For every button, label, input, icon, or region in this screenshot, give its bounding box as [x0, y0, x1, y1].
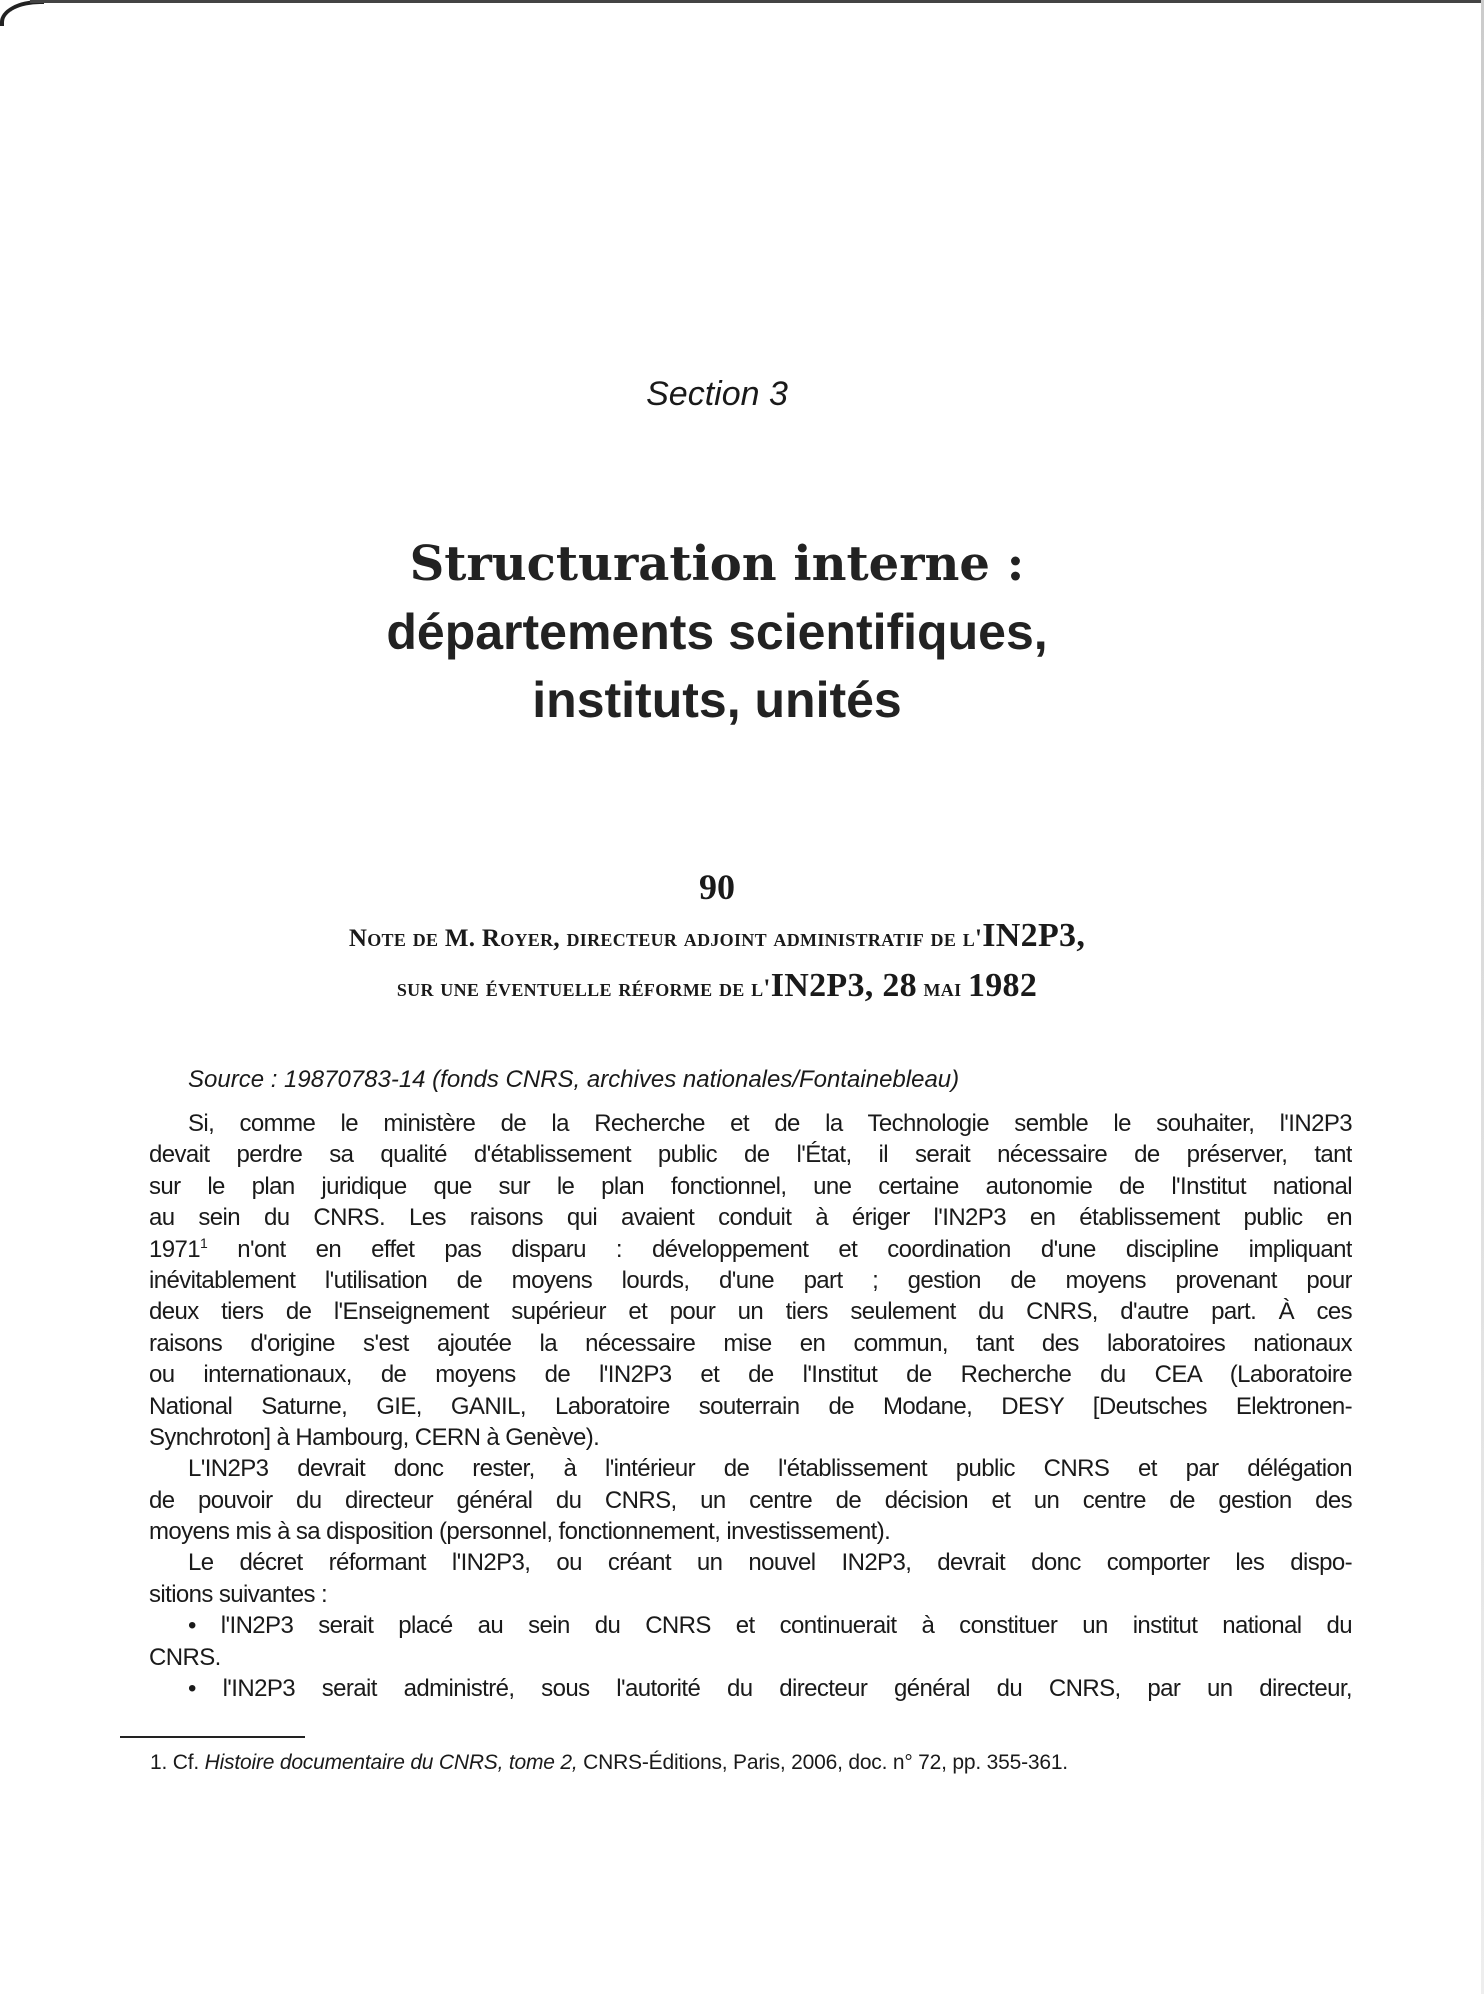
- chapter-title-line: instituts, unités: [532, 672, 902, 728]
- bullet-item: • l'IN2P3 serait administré, sous l'autorité du directeur général du CNRS, par un directeur,: [188, 1675, 1352, 1703]
- chapter-title-line: départements scientifiques,: [386, 604, 1048, 660]
- document-number: 90: [699, 867, 735, 907]
- year: 1971: [149, 1235, 200, 1263]
- body-line: L'IN2P3 devrait donc rester, à l'intérieur de l'établissement public CNRS et par délégation: [188, 1455, 1352, 1483]
- body-line: National Saturne, GIE, GANIL, Laboratoire souterrain de Modane, DESY [Deutsches Elektronen-: [149, 1392, 1352, 1420]
- chapter-title-line: Structuration interne :: [409, 536, 1025, 592]
- bullet-item-continuation: CNRS.: [149, 1643, 221, 1671]
- body-line: sitions suivantes :: [149, 1580, 328, 1608]
- scan-top-edge: [30, 0, 1484, 3]
- body-line: Si, comme le ministère de la Recherche et de la Technologie semble le souhaiter, l'IN2P3: [188, 1110, 1352, 1137]
- footnote-ref: 1: [200, 1234, 208, 1251]
- body-text-fragment: n'ont en effet pas disparu : développement et coordination d'une discipline impliquant: [237, 1235, 1352, 1263]
- title-text: mai: [916, 975, 968, 1002]
- footnote: [150, 1751, 1068, 1775]
- body-line: sur le plan juridique que sur le plan fonctionnel, une certaine autonomie de l'Institut national: [149, 1172, 1352, 1200]
- body-line: ou internationaux, de moyens de l'IN2P3 et de l'Institut de Recherche du CEA (Laboratoire: [149, 1361, 1352, 1389]
- body-line: de pouvoir du directeur général du CNRS, un centre de décision et un centre de gestion des: [149, 1486, 1352, 1514]
- body-line: inévitablement l'utilisation de moyens lourds, d'une part ; gestion de moyens provenant pour: [149, 1266, 1352, 1294]
- body-line: deux tiers de l'Enseignement supérieur et pour un tiers seulement du CNRS, d'autre part. À ces: [149, 1298, 1352, 1326]
- body-line: Le décret réformant l'IN2P3, ou créant un nouvel IN2P3, devrait donc comporter les dispo-: [188, 1549, 1352, 1577]
- body-line: [149, 1234, 1352, 1265]
- page-corner-edge: [0, 0, 44, 26]
- footnote-divider: [120, 1736, 305, 1738]
- title-text: sur une éventuelle réforme de l': [396, 975, 771, 1002]
- title-text: Note de M. Royer, directeur adjoint administratif de l': [348, 925, 983, 952]
- footnote-book-title: Histoire documentaire du CNRS, tome 2,: [204, 1751, 578, 1774]
- section-label: Section 3: [646, 375, 788, 413]
- document-title: [0, 912, 1434, 1012]
- footnote-text: 1. Cf.: [150, 1751, 205, 1774]
- footnote-text: CNRS-Éditions, Paris, 2006, doc. n° 72, pp. 355-361.: [577, 1751, 1068, 1774]
- title-text: IN2P3, 28: [770, 967, 917, 1004]
- body-line: raisons d'origine s'est ajoutée la nécessaire mise en commun, tant des laboratoires nationaux: [149, 1329, 1352, 1357]
- body-text: [149, 1108, 1352, 1704]
- source-reference: Source : 19870783-14 (fonds CNRS, archives nationales/Fontainebleau): [188, 1066, 960, 1093]
- bullet-item: • l'IN2P3 serait placé au sein du CNRS et continuerait à constituer un institut national du: [188, 1612, 1352, 1640]
- body-line: au sein du CNRS. Les raisons qui avaient conduit à ériger l'IN2P3 en établissement public en: [149, 1204, 1352, 1232]
- chapter-title: [0, 530, 1434, 734]
- title-text: 1982: [967, 967, 1038, 1004]
- body-line: Synchroton] à Hambourg, CERN à Genève).: [149, 1423, 600, 1451]
- title-text: IN2P3,: [982, 917, 1086, 954]
- body-line: devait perdre sa qualité d'établissement public de l'État, il serait nécessaire de préserver, tant: [149, 1141, 1352, 1169]
- body-line: moyens mis à sa disposition (personnel, fonctionnement, investissement).: [149, 1518, 891, 1546]
